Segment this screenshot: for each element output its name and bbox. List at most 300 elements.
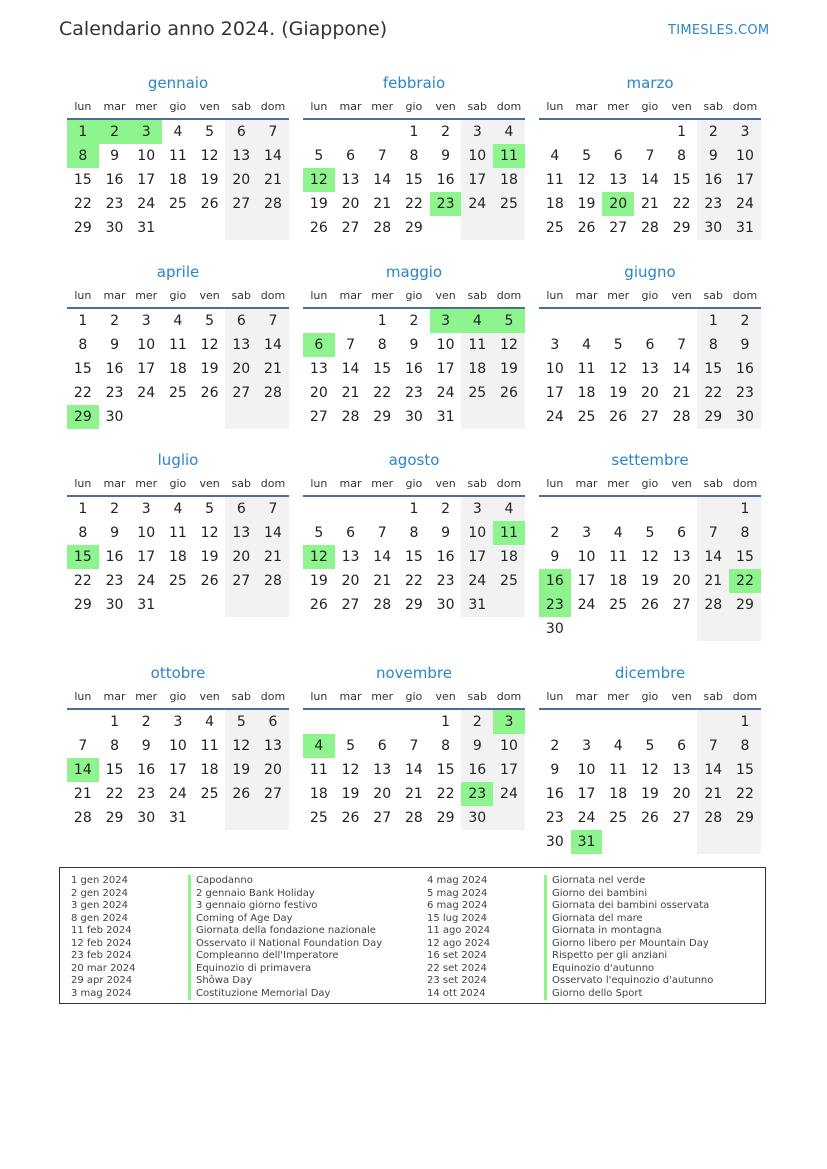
day-cell: 6 — [225, 120, 257, 144]
day-cell: 4 — [173, 124, 183, 140]
day-cell: 8 — [729, 521, 761, 545]
day-grid — [539, 309, 761, 429]
day-cell: 16 — [105, 549, 124, 565]
legend-row — [427, 938, 713, 951]
day-cell: 2 — [461, 710, 493, 734]
day-cell: 13 — [640, 361, 659, 377]
day-cell: 18 — [577, 385, 596, 401]
empty-day-cell — [303, 710, 335, 734]
legend-date: 23 set 2024 — [427, 975, 487, 986]
day-cell: 12 — [577, 172, 596, 188]
day-cell: 2 — [409, 313, 419, 329]
legend-date: 14 ott 2024 — [427, 987, 486, 999]
day-cell: 11 — [609, 549, 628, 565]
day-cell: 27 — [225, 381, 257, 405]
day-cell: 27 — [225, 569, 257, 593]
day-cell: 17 — [461, 168, 493, 192]
weekday-label: ven — [435, 690, 456, 703]
day-cell: 29 — [373, 409, 392, 425]
day-cell: 12 — [640, 549, 659, 565]
day-cell: 15 — [672, 172, 691, 188]
day-cell: 22 — [697, 381, 729, 405]
day-cell: 17 — [137, 172, 156, 188]
weekday-label: gio — [641, 690, 659, 703]
day-cell: 31 — [436, 409, 455, 425]
day-cell: 2 — [550, 738, 560, 754]
day-cell: 29 — [73, 220, 92, 236]
weekday-label: ven — [199, 289, 220, 302]
legend-row — [427, 888, 713, 901]
day-cell: 17 — [493, 758, 525, 782]
day-cell: 6 — [377, 738, 387, 754]
day-cell: 6 — [613, 148, 623, 164]
legend-date: 2 gen 2024 — [71, 887, 129, 899]
day-cell: 10 — [137, 337, 156, 353]
day-cell: 18 — [493, 545, 525, 569]
weekday-label: dom — [260, 690, 286, 703]
weekday-label: ven — [671, 477, 692, 490]
day-cell: 7 — [377, 148, 387, 164]
empty-day-cell — [602, 497, 634, 521]
day-cell: 27 — [309, 409, 328, 425]
day-cell: 3 — [461, 497, 493, 521]
month-giugno — [539, 261, 761, 429]
weekday-label: dom — [496, 477, 522, 490]
weekday-label: mer — [135, 289, 158, 302]
day-cell: 26 — [609, 409, 628, 425]
day-cell: 27 — [225, 192, 257, 216]
day-cell: 17 — [545, 385, 564, 401]
day-cell: 10 — [729, 144, 761, 168]
empty-day-cell — [571, 120, 603, 144]
month-settembre — [539, 449, 761, 641]
empty-day-cell — [602, 617, 634, 641]
day-cell: 13 — [672, 549, 691, 565]
weekday-label: sab — [231, 690, 252, 703]
legend-holiday-name: Rispetto per gli anziani — [544, 950, 667, 963]
day-cell: 6 — [645, 337, 655, 353]
day-cell: 16 — [697, 168, 729, 192]
empty-day-cell — [194, 806, 226, 830]
day-cell: 22 — [105, 786, 124, 802]
month-title: settembre — [611, 451, 689, 469]
day-cell: 30 — [461, 806, 493, 830]
weekday-label: mar — [103, 100, 126, 113]
day-cell: 5 — [645, 525, 655, 541]
day-cell: 10 — [577, 549, 596, 565]
weekday-label: mar — [575, 690, 598, 703]
day-cell: 30 — [697, 216, 729, 240]
day-cell: 8 — [78, 525, 88, 541]
empty-day-cell — [666, 830, 698, 854]
day-cell: 29 — [404, 597, 423, 613]
day-cell: 28 — [697, 593, 729, 617]
holiday-day-cell: 1 — [67, 120, 99, 144]
empty-day-cell — [634, 497, 666, 521]
weekday-label: mer — [371, 690, 394, 703]
empty-day-cell — [697, 497, 729, 521]
legend-row — [71, 888, 382, 901]
weekday-label: ven — [671, 690, 692, 703]
day-cell: 6 — [346, 525, 355, 541]
day-cell: 18 — [493, 168, 525, 192]
day-cell: 7 — [697, 734, 729, 758]
day-cell: 8 — [677, 148, 687, 164]
day-cell: 7 — [697, 521, 729, 545]
day-cell: 27 — [609, 220, 628, 236]
day-cell: 26 — [200, 385, 219, 401]
day-cell: 7 — [257, 497, 289, 521]
day-grid — [67, 120, 289, 240]
day-cell: 4 — [493, 497, 525, 521]
day-cell: 12 — [640, 762, 659, 778]
day-cell: 25 — [493, 569, 525, 593]
weekday-label: mer — [371, 100, 394, 113]
day-cell: 13 — [225, 144, 257, 168]
weekday-label: dom — [496, 690, 522, 703]
day-cell: 28 — [373, 220, 392, 236]
empty-day-cell — [257, 405, 289, 429]
legend-holiday-name: Giorno libero per Mountain Day — [544, 938, 709, 951]
weekday-label: gio — [405, 100, 423, 113]
weekday-label: sab — [467, 100, 488, 113]
day-cell: 24 — [137, 573, 156, 589]
day-cell: 19 — [640, 786, 659, 802]
weekday-label: gio — [405, 690, 423, 703]
legend-holiday-name: 3 gennaio giorno festivo — [188, 900, 317, 913]
holiday-day-cell: 8 — [67, 144, 99, 168]
day-cell: 15 — [404, 549, 423, 565]
month-maggio — [303, 261, 525, 429]
empty-day-cell — [571, 617, 603, 641]
day-cell: 26 — [640, 810, 659, 826]
month-title: luglio — [157, 451, 199, 469]
day-cell: 5 — [346, 738, 355, 754]
month-aprile — [67, 261, 289, 429]
day-cell: 24 — [168, 786, 187, 802]
day-cell: 12 — [200, 525, 219, 541]
empty-day-cell — [398, 710, 430, 734]
empty-day-cell — [461, 405, 493, 429]
day-cell: 17 — [577, 786, 596, 802]
day-cell: 14 — [257, 333, 289, 357]
legend-holiday-name: Coming of Age Day — [188, 913, 293, 926]
day-cell: 21 — [341, 385, 360, 401]
day-cell: 25 — [168, 573, 187, 589]
weekday-header — [303, 471, 525, 497]
day-cell: 1 — [697, 309, 729, 333]
day-cell: 9 — [110, 337, 119, 353]
day-cell: 21 — [73, 786, 92, 802]
day-cell: 1 — [78, 501, 88, 517]
day-cell: 11 — [577, 361, 596, 377]
day-cell: 23 — [436, 573, 455, 589]
day-cell: 29 — [729, 806, 761, 830]
day-cell: 11 — [200, 738, 219, 754]
holiday-day-cell: 12 — [303, 168, 335, 192]
day-cell: 5 — [582, 148, 591, 164]
day-cell: 25 — [168, 385, 187, 401]
weekday-label: gio — [641, 100, 659, 113]
weekday-label: sab — [231, 289, 252, 302]
weekday-label: sab — [703, 477, 724, 490]
day-cell: 7 — [377, 525, 387, 541]
day-cell: 18 — [309, 786, 328, 802]
day-cell: 13 — [341, 549, 360, 565]
weekday-label: sab — [231, 477, 252, 490]
day-cell: 19 — [577, 196, 596, 212]
legend-holiday-name: Shōwa Day — [188, 975, 252, 988]
empty-day-cell — [697, 617, 729, 641]
weekday-label: lun — [546, 477, 564, 490]
day-grid — [67, 309, 289, 429]
day-cell: 29 — [404, 220, 423, 236]
weekday-label: sab — [467, 690, 488, 703]
day-cell: 27 — [672, 810, 691, 826]
day-cell: 4 — [173, 501, 183, 517]
day-cell: 5 — [613, 337, 623, 353]
day-cell: 31 — [137, 597, 156, 613]
holiday-day-cell: 5 — [493, 309, 525, 333]
day-cell: 26 — [225, 782, 257, 806]
empty-day-cell — [602, 830, 634, 854]
weekday-label: ven — [199, 477, 220, 490]
day-cell: 20 — [373, 786, 392, 802]
day-cell: 16 — [729, 357, 761, 381]
day-cell: 25 — [461, 381, 493, 405]
empty-day-cell — [366, 120, 398, 144]
day-cell: 23 — [105, 573, 124, 589]
day-cell: 26 — [640, 597, 659, 613]
day-cell: 14 — [697, 758, 729, 782]
day-cell: 3 — [141, 313, 151, 329]
weekday-label: mer — [135, 690, 158, 703]
weekday-label: dom — [732, 690, 758, 703]
day-cell: 18 — [609, 573, 628, 589]
day-cell: 17 — [729, 168, 761, 192]
weekday-label: mer — [135, 477, 158, 490]
month-title: novembre — [376, 664, 452, 682]
day-cell: 2 — [729, 309, 761, 333]
day-cell: 18 — [168, 549, 187, 565]
legend-date: 5 mag 2024 — [427, 887, 488, 899]
month-title: maggio — [385, 263, 443, 281]
day-cell: 11 — [461, 333, 493, 357]
day-cell: 15 — [729, 758, 761, 782]
day-cell: 14 — [257, 144, 289, 168]
day-cell: 6 — [225, 309, 257, 333]
weekday-label: sab — [467, 289, 488, 302]
weekday-label: lun — [74, 289, 92, 302]
empty-day-cell — [461, 216, 493, 240]
day-cell: 13 — [257, 734, 289, 758]
legend-date: 11 ago 2024 — [427, 925, 491, 936]
day-cell: 15 — [73, 172, 92, 188]
month-title: agosto — [388, 451, 440, 469]
weekday-label: ven — [435, 289, 456, 302]
day-cell: 18 — [545, 196, 564, 212]
day-cell: 9 — [110, 148, 119, 164]
day-cell: 22 — [436, 786, 455, 802]
day-cell: 1 — [409, 124, 419, 140]
day-cell: 23 — [137, 786, 156, 802]
site-link[interactable]: TIMESLES.COM — [668, 23, 770, 38]
weekday-label: ven — [435, 477, 456, 490]
day-cell: 24 — [493, 782, 525, 806]
legend-row — [71, 988, 382, 1001]
day-cell: 26 — [309, 220, 328, 236]
legend-column-left — [71, 875, 382, 1000]
weekday-label: dom — [732, 100, 758, 113]
day-cell: 10 — [137, 525, 156, 541]
weekday-label: lun — [74, 477, 92, 490]
day-cell: 9 — [441, 148, 451, 164]
day-cell: 24 — [729, 192, 761, 216]
day-cell: 10 — [168, 738, 187, 754]
holiday-day-cell: 3 — [493, 710, 525, 734]
day-cell: 8 — [697, 333, 729, 357]
legend-date: 29 apr 2024 — [71, 975, 133, 986]
day-cell: 3 — [729, 120, 761, 144]
empty-day-cell — [194, 216, 226, 240]
weekday-label: ven — [435, 100, 456, 113]
day-cell: 17 — [461, 545, 493, 569]
day-cell: 20 — [341, 196, 360, 212]
day-cell: 5 — [225, 710, 257, 734]
legend-row — [71, 913, 382, 926]
day-cell: 16 — [404, 361, 423, 377]
empty-day-cell — [634, 309, 666, 333]
day-cell: 13 — [309, 361, 328, 377]
day-cell: 3 — [582, 738, 591, 754]
weekday-label: dom — [732, 289, 758, 302]
day-grid — [539, 120, 761, 240]
holiday-day-cell: 12 — [303, 545, 335, 569]
month-title: marzo — [626, 74, 674, 92]
weekday-label: lun — [310, 690, 328, 703]
weekday-label: dom — [260, 100, 286, 113]
day-cell: 21 — [697, 782, 729, 806]
day-cell: 31 — [461, 593, 493, 617]
day-cell: 26 — [577, 220, 596, 236]
day-cell: 10 — [493, 734, 525, 758]
day-cell: 21 — [257, 545, 289, 569]
empty-day-cell — [539, 710, 571, 734]
empty-day-cell — [225, 216, 257, 240]
day-cell: 7 — [677, 337, 687, 353]
weekday-label: mer — [607, 100, 630, 113]
day-cell: 27 — [640, 409, 659, 425]
day-cell: 11 — [168, 337, 187, 353]
weekday-header — [539, 283, 761, 309]
empty-day-cell — [194, 593, 226, 617]
day-cell: 15 — [436, 762, 455, 778]
day-cell: 4 — [613, 738, 623, 754]
day-cell: 20 — [672, 573, 691, 589]
day-cell: 20 — [225, 357, 257, 381]
weekday-label: gio — [169, 100, 187, 113]
day-cell: 10 — [577, 762, 596, 778]
legend-holiday-name: Costituzione Memorial Day — [188, 988, 330, 1001]
day-cell: 20 — [640, 385, 659, 401]
day-cell: 18 — [168, 172, 187, 188]
day-cell: 28 — [672, 409, 691, 425]
day-cell: 21 — [697, 569, 729, 593]
month-title: gennaio — [147, 74, 209, 92]
legend-date: 23 feb 2024 — [71, 950, 132, 961]
day-cell: 9 — [697, 144, 729, 168]
empty-day-cell — [493, 216, 525, 240]
day-cell: 10 — [461, 144, 493, 168]
day-cell: 5 — [314, 148, 324, 164]
day-cell: 13 — [341, 172, 360, 188]
holiday-day-cell: 14 — [67, 758, 99, 782]
empty-day-cell — [697, 710, 729, 734]
empty-day-cell — [666, 710, 698, 734]
day-cell: 20 — [309, 385, 328, 401]
weekday-label: mar — [339, 477, 362, 490]
day-grid — [303, 710, 525, 830]
weekday-label: dom — [496, 100, 522, 113]
day-grid — [67, 497, 289, 617]
empty-day-cell — [335, 497, 367, 521]
day-cell: 29 — [436, 810, 455, 826]
legend-holiday-name: Giornata del mare — [544, 913, 643, 926]
empty-day-cell — [571, 497, 603, 521]
weekday-label: mar — [103, 690, 126, 703]
day-cell: 9 — [110, 525, 119, 541]
weekday-label: lun — [310, 100, 328, 113]
day-cell: 19 — [609, 385, 628, 401]
day-cell: 21 — [373, 573, 392, 589]
holiday-day-cell: 11 — [493, 521, 525, 545]
legend-holiday-name: Giornata nel verde — [544, 875, 645, 888]
empty-day-cell — [666, 497, 698, 521]
empty-day-cell — [539, 309, 571, 333]
weekday-label: sab — [231, 100, 252, 113]
day-cell: 5 — [645, 738, 655, 754]
day-cell: 30 — [105, 409, 124, 425]
day-cell: 9 — [409, 337, 419, 353]
day-cell: 8 — [377, 337, 387, 353]
day-cell: 24 — [577, 810, 596, 826]
day-cell: 17 — [137, 361, 156, 377]
day-cell: 18 — [168, 361, 187, 377]
day-cell: 19 — [225, 758, 257, 782]
weekday-label: gio — [405, 289, 423, 302]
day-cell: 30 — [404, 409, 423, 425]
empty-day-cell — [225, 405, 257, 429]
legend-row — [427, 900, 713, 913]
weekday-label: sab — [703, 100, 724, 113]
day-cell: 30 — [729, 405, 761, 429]
day-cell: 6 — [677, 738, 687, 754]
day-cell: 10 — [461, 521, 493, 545]
empty-day-cell — [634, 710, 666, 734]
month-title: dicembre — [614, 664, 686, 682]
day-cell: 16 — [436, 172, 455, 188]
day-cell: 20 — [225, 168, 257, 192]
day-cell: 9 — [550, 762, 560, 778]
day-cell: 25 — [577, 409, 596, 425]
legend-date: 16 set 2024 — [427, 950, 487, 961]
month-novembre — [303, 662, 525, 830]
day-cell: 7 — [409, 738, 419, 754]
day-cell: 6 — [346, 148, 355, 164]
legend-date: 3 gen 2024 — [71, 900, 129, 911]
empty-day-cell — [666, 309, 698, 333]
weekday-header — [303, 283, 525, 309]
